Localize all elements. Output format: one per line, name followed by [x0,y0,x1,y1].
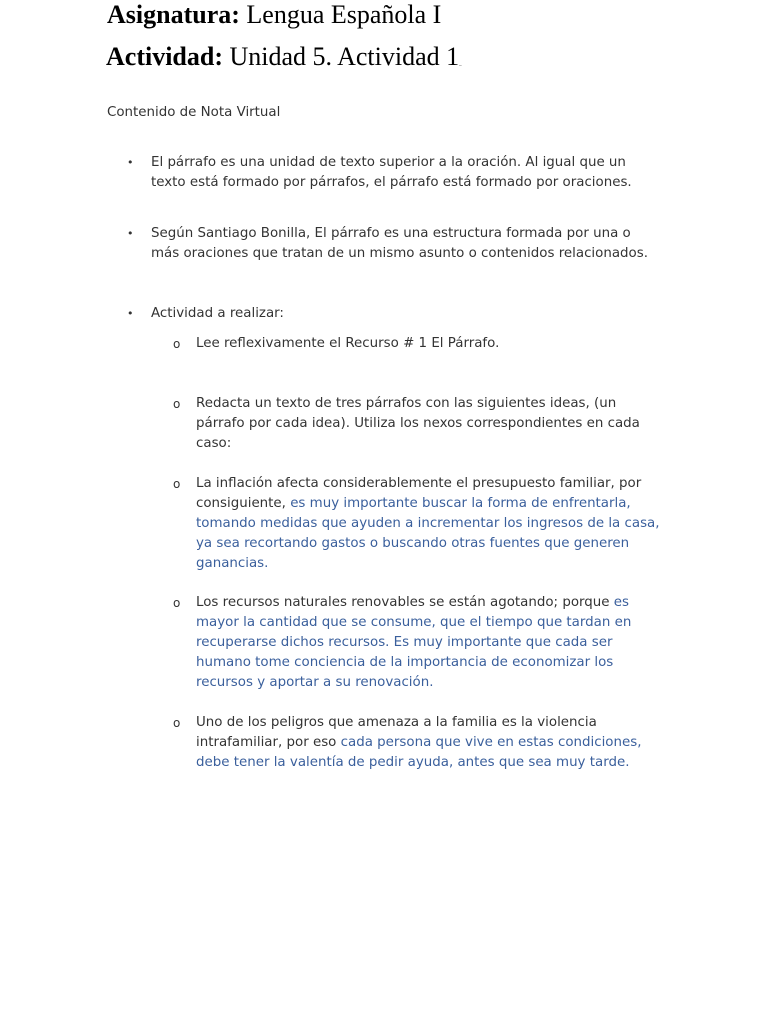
sub-item [196,713,666,773]
sub-item [196,334,666,354]
activity-heading [106,42,462,72]
bullet-marker: • [127,156,134,169]
bullet-item: El párrafo es una unidad de texto superior a la oración. Al igual que un texto está formado por párrafos, el párrafo está formado por oraciones. [151,155,632,190]
sub-item-prompt: Redacta un texto de tres párrafos con las siguientes ideas, (un párrafo por cada idea). Utiliza los nexos correspondientes en cada caso: [196,396,640,451]
sub-bullet-marker: o [173,716,181,730]
subject-label: Asignatura: [107,0,240,29]
sub-bullet-marker: o [173,337,181,351]
sub-bullet-marker: o [173,477,181,491]
sub-item-prompt: La inflación afecta considerablemente el presupuesto familiar, por consiguiente, [196,476,642,511]
note-title: Contenido de Nota Virtual [107,105,281,120]
sub-bullet-marker: o [173,596,181,610]
sub-item-prompt: Lee reflexivamente el Recurso # 1 El Párrafo. [196,336,500,351]
bullet-marker: • [127,227,134,240]
sub-bullet-marker: o [173,397,181,411]
bullet-marker: • [127,307,134,320]
activity-mark: _ [459,62,462,67]
activity-label: Actividad: [106,42,223,71]
sub-item-answer: cada persona que vive en estas condiciones, debe tener la valentía de pedir ayuda, antes que sea muy tarde. [196,735,642,770]
sub-item-prompt: Uno de los peligros que amenaza a la familia es la violencia intrafamiliar, por eso [196,715,597,750]
subject-heading [107,0,441,30]
sub-item-answer: es mayor la cantidad que se consume, que el tiempo que tardan en recuperarse dichos recursos. Es muy importante que cada ser humano tome conciencia de la importancia de economizar los recursos y aportar a su renovación. [196,595,632,690]
subject-value: Lengua Española I [246,0,442,29]
sub-item [196,474,666,574]
sub-item-prompt: Los recursos naturales renovables se están agotando; porque [196,595,614,610]
sub-item-answer: es muy importante buscar la forma de enfrentarla, tomando medidas que ayuden a incrementar los ingresos de la casa, ya sea recortando gastos o buscando otras fuentes que generen ganancias. [196,496,660,571]
bullet-item: Actividad a realizar: [151,306,284,321]
bullet-item: Según Santiago Bonilla, El párrafo es una estructura formada por una o más oraciones que tratan de un mismo asunto o contenidos relacionados. [151,226,648,261]
activity-value: Unidad 5. Actividad 1 [229,42,460,71]
sub-item [196,593,666,693]
sub-item [196,394,666,454]
